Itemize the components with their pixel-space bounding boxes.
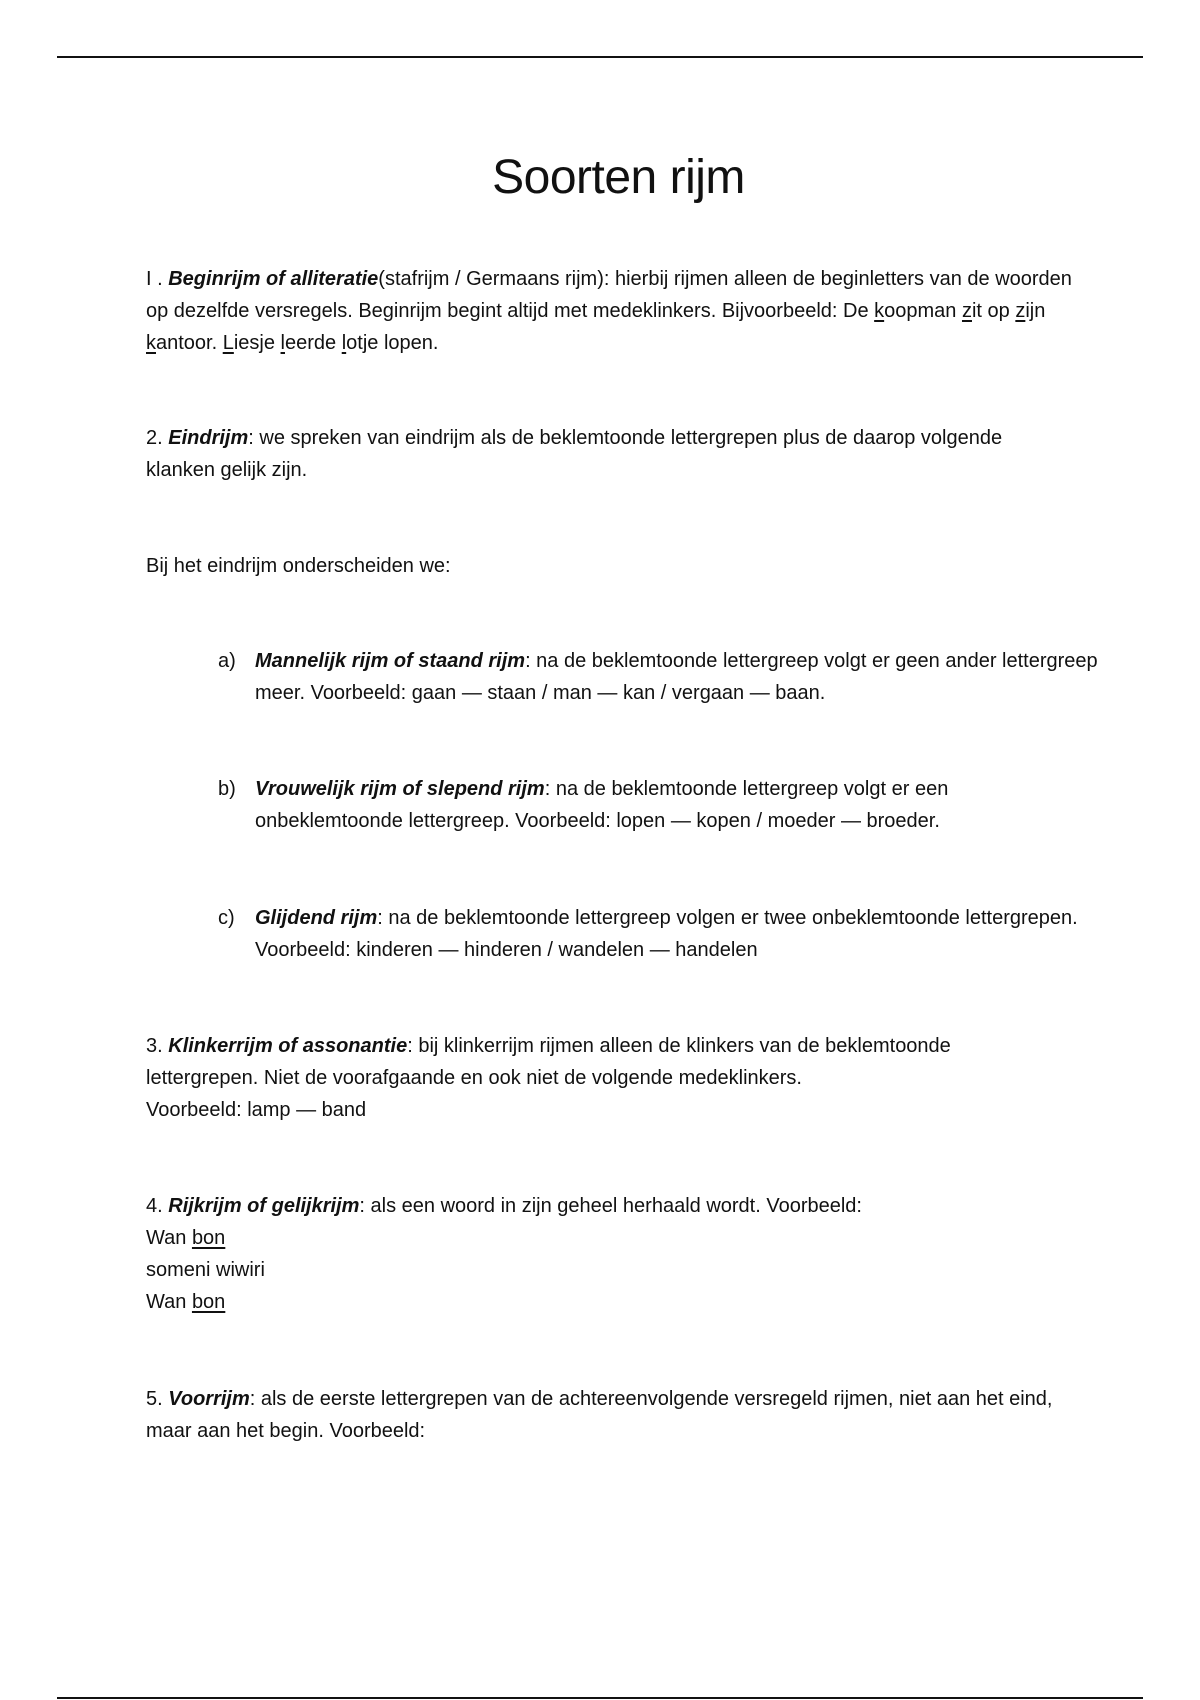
poem-line-3: Wan bon [146, 1291, 226, 1313]
poem-line-1: Wan bon [146, 1227, 226, 1249]
section-rijkrijm [146, 1190, 1096, 1318]
section-text: : we spreken van eindrijm als de beklemtoonde lettergrepen plus de daarop volgende klanken gelijk zijn. [146, 427, 1003, 481]
term-beginrijm: Beginrijm of alliteratie [168, 268, 379, 290]
section-text: (stafrijm / Germaans rijm): hierbij rijmen alleen de beginletters van de woorden op dezelfde versregels. Beginrijm begint altijd met medeklinkers. Bijvoorbeeld: De [146, 268, 1072, 322]
top-rule [57, 56, 1143, 58]
poem-line-2: someni wiwiri [146, 1259, 265, 1281]
list-marker: b) [218, 778, 236, 800]
list-item-text: : na de beklemtoonde lettergreep volgen er twee onbeklemtoonde lettergrepen. Voorbeeld: kinderen — hinderen / wandelen — handelen [255, 907, 1078, 961]
term-voorrijm: Voorrijm [168, 1388, 250, 1410]
section-klinkerrijm [146, 1030, 1066, 1126]
list-item-text: : na de beklemtoonde lettergreep volgt er een onbeklemtoonde lettergreep. Voorbeeld: lopen — kopen / moeder — broeder. [255, 778, 949, 832]
section-number: 3. [146, 1035, 169, 1057]
section-text: : als een woord in zijn geheel herhaald wordt. Voorbeeld: [359, 1195, 862, 1217]
section-text: : bij klinkerrijm rijmen alleen de klinkers van de beklemtoonde lettergrepen. Niet de voorafgaande en ook niet de volgende medeklinkers. [146, 1035, 951, 1089]
section-number: 5. [146, 1388, 169, 1410]
list-intro: Bij het eindrijm onderscheiden we: [146, 555, 451, 577]
term-mannelijk-rijm: Mannelijk rijm of staand rijm [255, 650, 526, 672]
list-marker: c) [218, 907, 235, 929]
term-rijkrijm: Rijkrijm of gelijkrijm [168, 1195, 360, 1217]
section-voorrijm [146, 1383, 1086, 1447]
list-item-text: : na de beklemtoonde lettergreep volgt er geen ander lettergreep meer. Voorbeeld: gaan — staan / man — kan / vergaan — baan. [255, 650, 1098, 704]
section-number: 4. [146, 1195, 169, 1217]
term-klinkerrijm: Klinkerrijm of assonantie [168, 1035, 408, 1057]
section-text: : als de eerste lettergrepen van de achtereenvolgende versregeld rijmen, niet aan het eind, maar aan het begin. Voorbeeld: [146, 1388, 1053, 1442]
example-alliteration: koopman zit op zijn kantoor. Liesje leerde lotje lopen. [146, 300, 1046, 354]
section-beginrijm [146, 263, 1096, 359]
term-glijdend-rijm: Glijdend rijm [255, 907, 378, 929]
term-vrouwelijk-rijm: Vrouwelijk rijm of slepend rijm [255, 778, 545, 800]
list-marker: a) [218, 650, 236, 672]
section-eindrijm [146, 422, 1026, 486]
page-title: Soorten rijm [492, 151, 745, 204]
example-klinkerrijm: Voorbeeld: lamp — band [146, 1099, 367, 1121]
bottom-rule [57, 1697, 1143, 1699]
section-number: 2. [146, 427, 169, 449]
term-eindrijm: Eindrijm [168, 427, 249, 449]
section-number: I . [146, 268, 169, 290]
